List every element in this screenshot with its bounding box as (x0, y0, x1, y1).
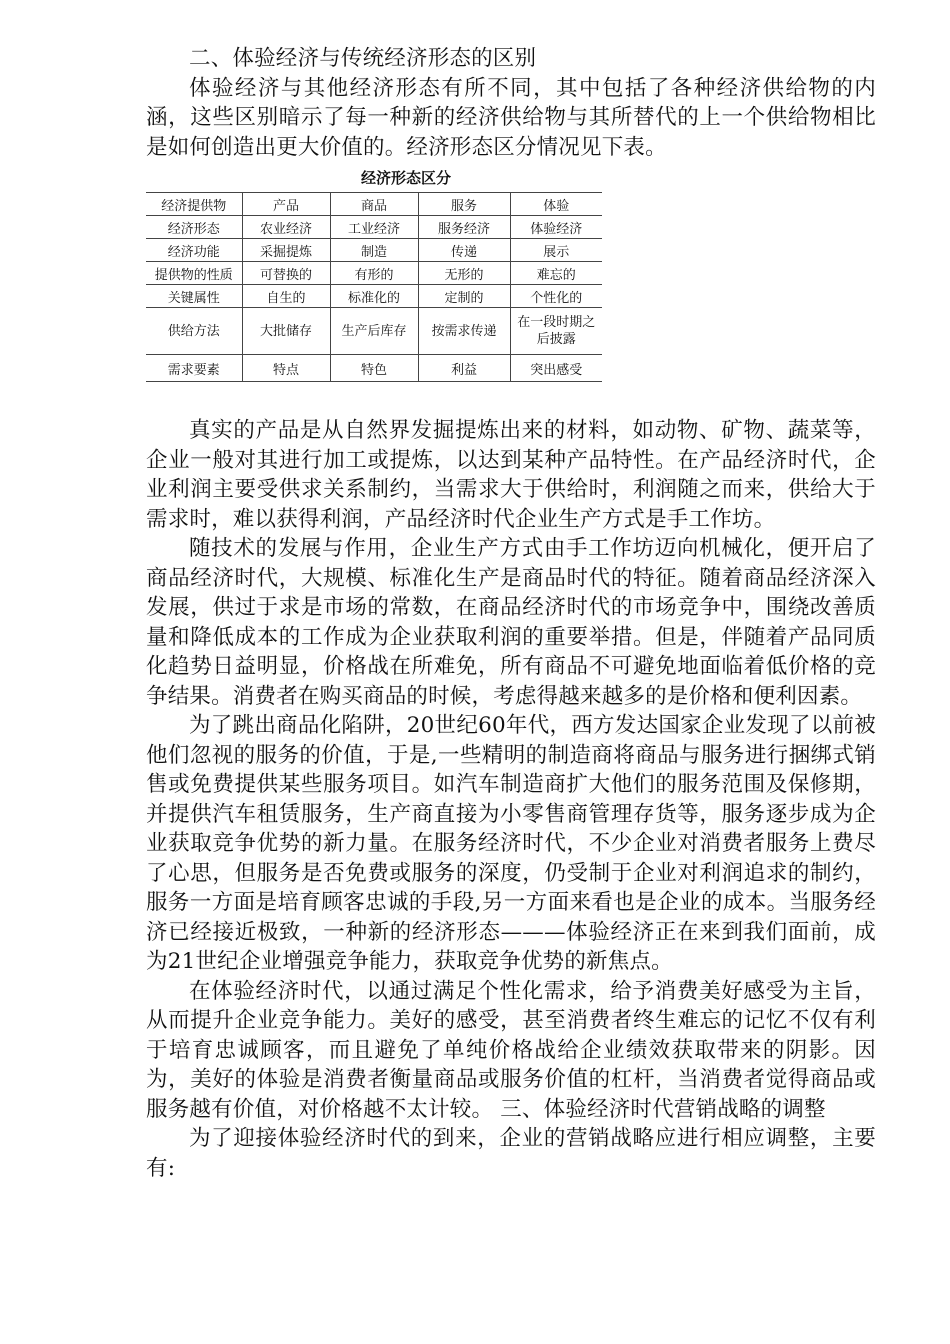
table-cell: 农业经济 (242, 216, 330, 239)
economy-table-block (146, 168, 606, 382)
table-cell: 工业经济 (330, 216, 418, 239)
table-cell: 大批储存 (242, 308, 330, 355)
paragraph-products: 真实的产品是从自然界发掘提炼出来的材料，如动物、矿物、蔬菜等，企业一般对其进行加工或提炼，以达到某种产品特性。在产品经济时代，企业利润主要受供求关系制约，当需求大于供给时，利润随之而来，供给大于需求时，难以获得利润，产品经济时代企业生产方式是手工作坊。 (146, 418, 876, 532)
table-cell: 传递 (418, 239, 510, 262)
paragraph-strategy: 为了迎接体验经济时代的到来，企业的营销战略应进行相应调整，主要有: (146, 1126, 876, 1181)
table-cell: 个性化的 (510, 285, 602, 308)
document-page (146, 44, 876, 1183)
table-row (146, 285, 602, 308)
table-row (146, 239, 602, 262)
table-cell: 特点 (242, 355, 330, 382)
table-cell: 无形的 (418, 262, 510, 285)
table-cell: 体验经济 (510, 216, 602, 239)
table-cell: 体验 (510, 193, 602, 216)
table-title: 经济形态区分 (360, 169, 451, 187)
table-row (146, 216, 602, 239)
table-cell: 需求要素 (146, 355, 242, 382)
paragraph-services: 为了跳出商品化陷阱，20世纪60年代，西方发达国家企业发现了以前被他们忽视的服务的价值，于是,一些精明的制造商将商品与服务进行捆绑式销售或免费提供某些服务项目。如汽车制造商扩大他们的服务范围及保修期，并提供汽车租赁服务，生产商直接为小零售商管理存货等，服务逐步成为企业获取竞争优势的新力量。在服务经济时代，不少企业对消费者服务上费尽了心思，但服务是否免费或服务的深度，仍受制于企业对利润追求的制约，服务一方面是培育顾客忠诚的手段,另一方面来看也是企业的成本。当服务经济已经接近极致，一种新的经济形态———体验经济正在来到我们面前，成为21世纪企业增强竞争能力，获取竞争优势的新焦点。 (146, 713, 876, 974)
table-cell: 自生的 (242, 285, 330, 308)
table-cell: 生产后库存 (330, 308, 418, 355)
spacer (146, 382, 876, 416)
paragraph-commodities: 随技术的发展与作用，企业生产方式由手工作坊迈向机械化，便开启了商品经济时代，大规模、标准化生产是商品时代的特征。随着商品经济深入发展，供过于求是市场的常数，在商品经济时代的市场竞争中，围绕改善质量和降低成本的工作成为企业获取利润的重要举措。但是，伴随着产品同质化趋势日益明显，价格战在所难免，所有商品不可避免地面临着低价格的竞争结果。消费者在购买商品的时候，考虑得越来越多的是价格和便利因素。 (146, 536, 876, 709)
economy-forms-table (146, 192, 602, 382)
table-cell: 按需求传递 (418, 308, 510, 355)
table-cell: 经济功能 (146, 239, 242, 262)
table-cell: 标准化的 (330, 285, 418, 308)
paragraph-intro: 体验经济与其他经济形态有所不同，其中包括了各种经济供给物的内涵，这些区别暗示了每一种新的经济供给物与其所替代的上一个供给物相比是如何创造出更大价值的。经济形态区分情况见下表。 (146, 75, 876, 160)
table-cell: 供给方法 (146, 308, 242, 355)
table-cell: 定制的 (418, 285, 510, 308)
table-cell: 提供物的性质 (146, 262, 242, 285)
table-cell: 特色 (330, 355, 418, 382)
table-cell: 经济提供物 (146, 193, 242, 216)
table-cell: 有形的 (330, 262, 418, 285)
table-cell: 产品 (242, 193, 330, 216)
table-cell: 经济形态 (146, 216, 242, 239)
table-cell: 利益 (418, 355, 510, 382)
table-cell: 在一段时期之后披露 (510, 308, 602, 355)
table-cell: 突出感受 (510, 355, 602, 382)
table-row (146, 308, 602, 355)
paragraph-experience: 在体验经济时代，以通过满足个性化需求，给予消费美好感受为主旨，从而提升企业竞争能力。美好的感受，甚至消费者终生难忘的记忆不仅有利于培育忠诚顾客，而且避免了单纯价格战给企业绩效获取带来的阴影。因为，美好的体验是消费者衡量商品或服务价值的杠杆，当消费者觉得商品或服务越有价值，对价格越不太计较。 三、体验经济时代营销战略的调整 (146, 978, 876, 1122)
table-cell: 服务 (418, 193, 510, 216)
table-row (146, 262, 602, 285)
table-row (146, 193, 602, 216)
table-cell: 可替换的 (242, 262, 330, 285)
table-cell: 采掘提炼 (242, 239, 330, 262)
table-cell: 服务经济 (418, 216, 510, 239)
table-cell: 商品 (330, 193, 418, 216)
table-cell: 制造 (330, 239, 418, 262)
section-heading: 二、体验经济与传统经济形态的区别 (189, 46, 537, 71)
table-cell: 展示 (510, 239, 602, 262)
table-cell: 关键属性 (146, 285, 242, 308)
table-cell: 难忘的 (510, 262, 602, 285)
table-row (146, 355, 602, 382)
